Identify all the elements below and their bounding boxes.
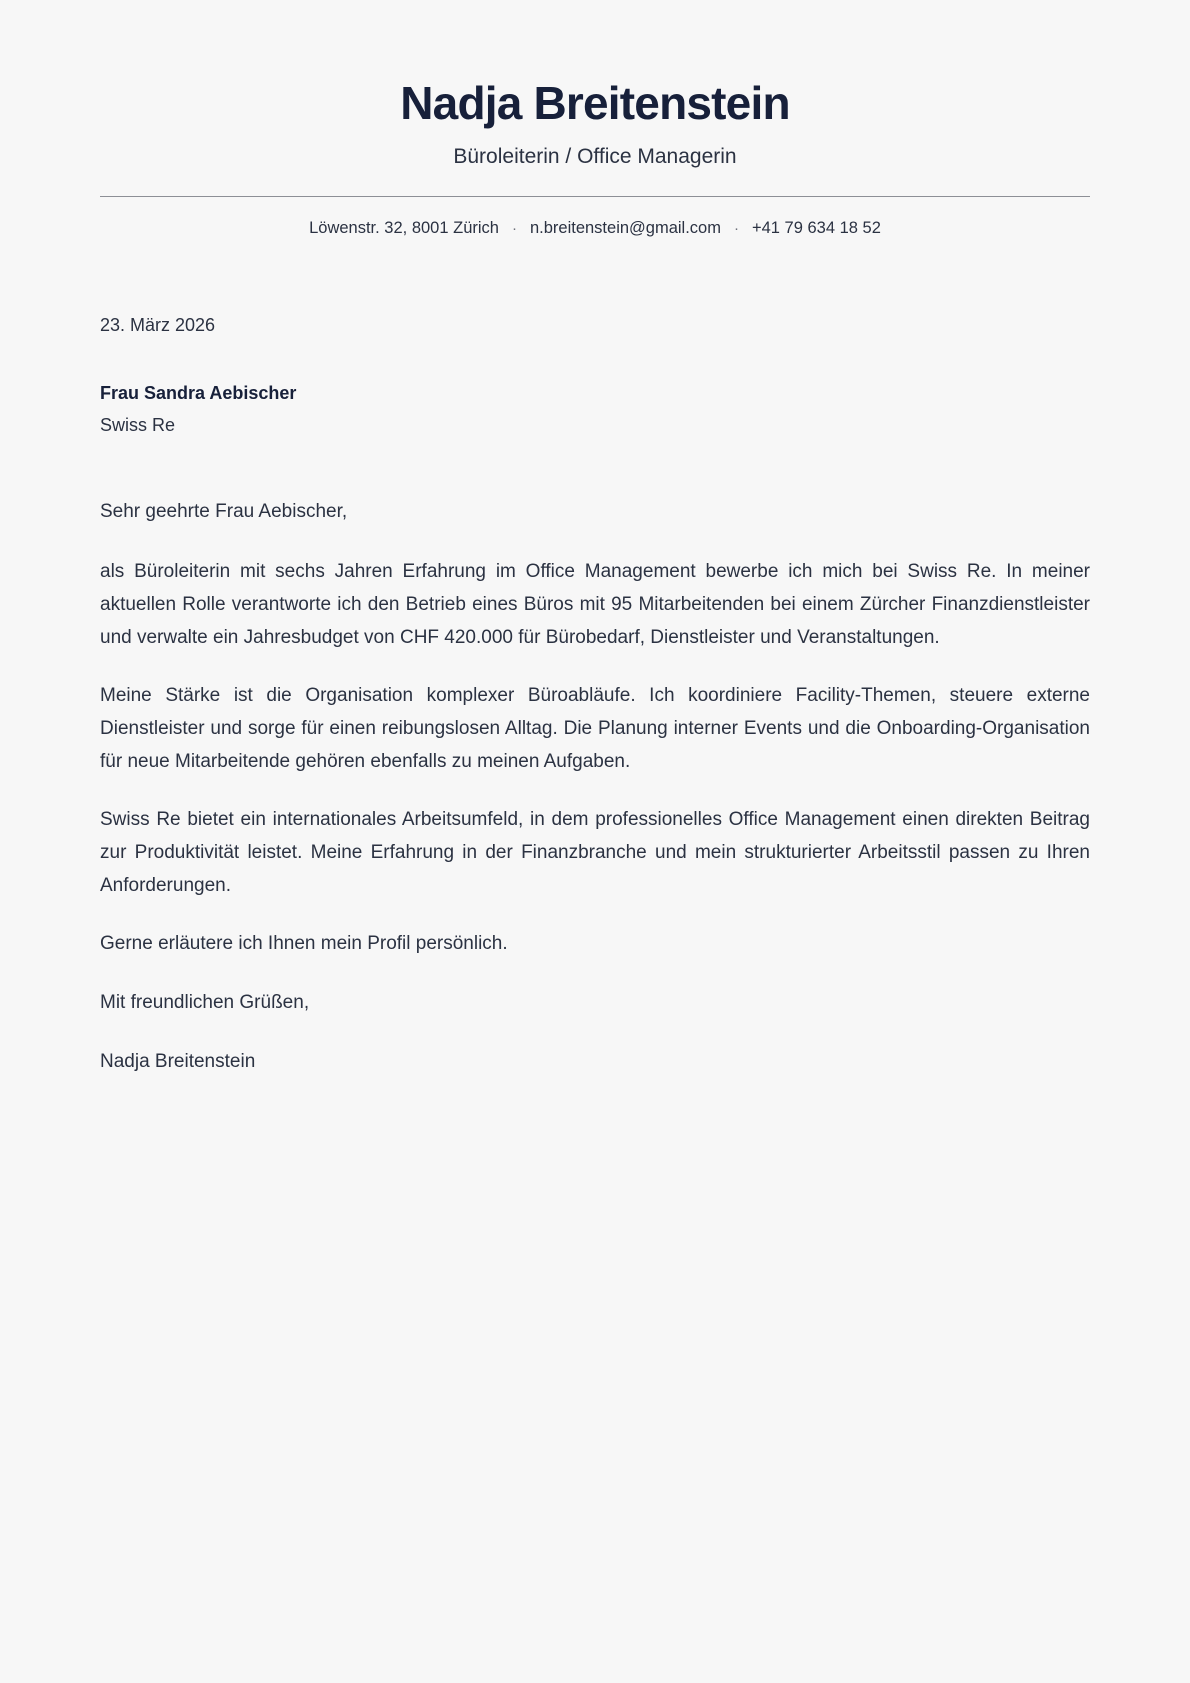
header-divider bbox=[100, 196, 1090, 197]
contact-address: Löwenstr. 32, 8001 Zürich bbox=[309, 218, 499, 237]
body-paragraph: Swiss Re bietet ein internationales Arbeitsumfeld, in dem professionelles Office Management einen direkten Beitrag zur Produktivität leistet. Meine Erfahrung in der Finanzbranche und mein strukturierter Arbeitsstil passen zu Ihren Anforderungen. bbox=[100, 809, 1090, 896]
contact-line bbox=[100, 217, 1090, 240]
recipient-block bbox=[100, 380, 1090, 439]
candidate-name: Nadja Breitenstein bbox=[400, 77, 790, 129]
contact-phone[interactable]: +41 79 634 18 52 bbox=[751, 218, 881, 237]
body-paragraph: Meine Stärke ist die Organisation komplexer Büroabläufe. Ich koordiniere Facility-Themen, steuere externe Dienstleister und sorge für einen reibungslosen Alltag. Die Planung interner Events und die Onboarding-Organisation für neue Mitarbeitende gehören ebenfalls zu meinen Aufgaben. bbox=[100, 685, 1090, 772]
body-paragraph: als Büroleiterin mit sechs Jahren Erfahrung im Office Management bewerbe ich mich bei Swiss Re. In meiner aktuellen Rolle verantworte ich den Betrieb eines Büros mit 95 Mitarbeitenden bei einem Zürcher Finanzdienstleister und verwalte ein Jahresbudget von CHF 420.000 für Bürobedarf, Dienstleister und Veranstaltungen. bbox=[100, 561, 1090, 648]
contact-email[interactable]: n.breitenstein@gmail.com bbox=[529, 218, 721, 237]
candidate-job-title: Büroleiterin / Office Managerin bbox=[453, 144, 737, 168]
recipient-company: Swiss Re bbox=[100, 414, 176, 435]
salutation: Sehr geehrte Frau Aebischer, bbox=[100, 500, 348, 522]
call-to-action-line: Gerne erläutere ich Ihnen mein Profil persönlich. bbox=[100, 933, 508, 955]
letter-date: 23. März 2026 bbox=[100, 314, 216, 335]
contact-separator-icon: · bbox=[511, 219, 517, 237]
recipient-name: Frau Sandra Aebischer bbox=[100, 382, 297, 403]
contact-separator-icon: · bbox=[733, 219, 739, 237]
letter-body bbox=[0, 312, 1190, 1079]
signature-name: Nadja Breitenstein bbox=[100, 1050, 256, 1072]
closing-salutation: Mit freundlichen Grüßen, bbox=[100, 992, 310, 1014]
letter-header bbox=[0, 0, 1190, 240]
